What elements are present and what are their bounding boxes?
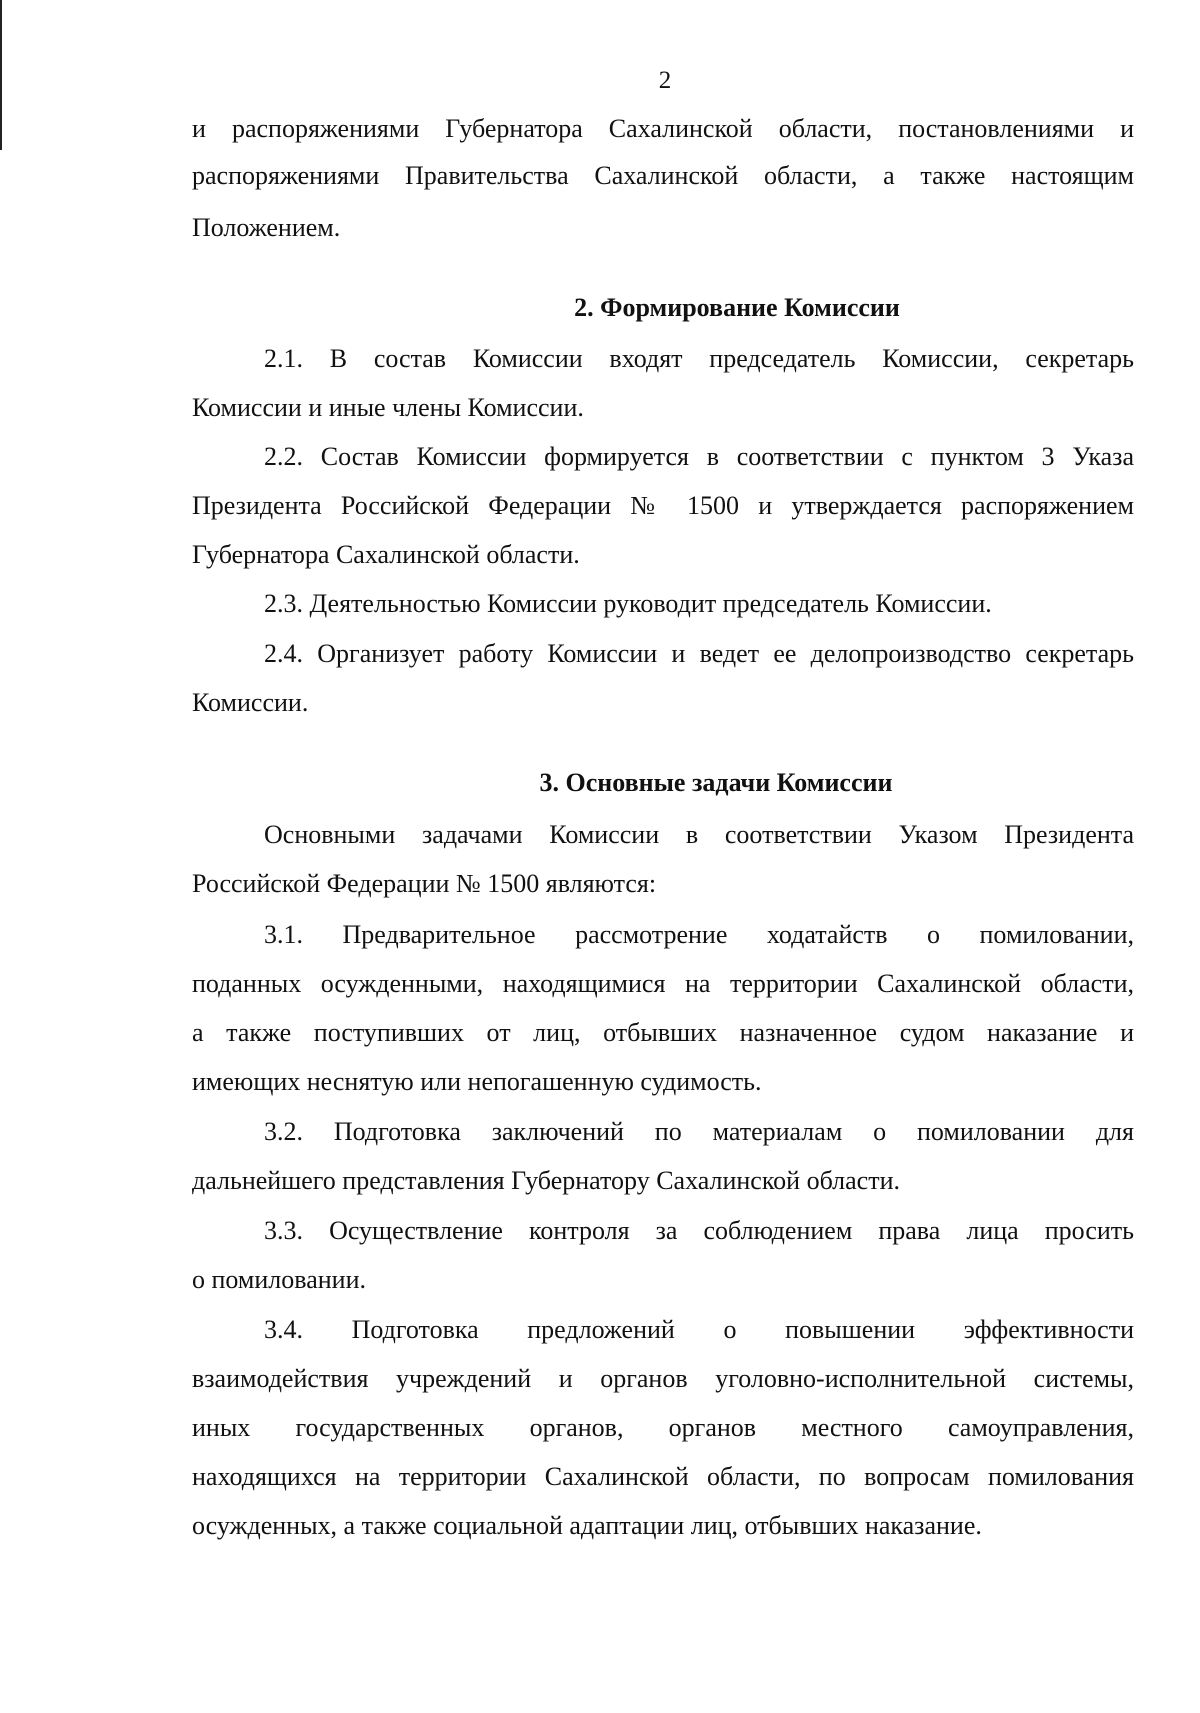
intro-line-1: и распоряжениями Губернатора Сахалинской области, постановлениями и [192,114,1134,143]
p34-line-1: 3.4. Подготовка предложений о повышении эффективности [264,1315,1134,1344]
p32-line-1: 3.2. Подготовка заключений по материалам о помиловании для [264,1117,1134,1146]
p34-line-3: иных государственных органов, органов местного самоуправления, [192,1413,1134,1442]
p31-line-2: поданных осужденными, находящимися на территории Сахалинской области, [192,969,1134,998]
s3-intro-line-2: Российской Федерации № 1500 являются: [192,869,657,898]
section-2-heading: 2. Формирование Комиссии [574,293,900,322]
p33-line-1: 3.3. Осуществление контроля за соблюдением права лица просить [264,1216,1134,1245]
p34-line-5: осужденных, а также социальной адаптации лиц, отбывших наказание. [192,1511,982,1540]
p34-line-2: взаимодействия учреждений и органов уголовно-исполнительной системы, [192,1364,1134,1393]
p34-line-4: находящихся на территории Сахалинской области, по вопросам помилования [192,1462,1134,1491]
p32-line-2: дальнейшего представления Губернатору Сахалинской области. [192,1166,900,1195]
p31-line-1: 3.1. Предварительное рассмотрение ходатайств о помиловании, [264,920,1134,949]
p23-line-1: 2.3. Деятельностью Комиссии руководит председатель Комиссии. [264,589,992,618]
section-3-heading: 3. Основные задачи Комиссии [539,768,893,797]
s3-intro-line-1: Основными задачами Комиссии в соответствии Указом Президента [264,820,1134,849]
p24-line-2: Комиссии. [192,688,309,717]
p21-line-1: 2.1. В состав Комиссии входят председатель Комиссии, секретарь [264,344,1134,373]
p22-line-3: Губернатора Сахалинской области. [192,540,580,569]
p33-line-2: о помиловании. [192,1265,366,1294]
intro-line-3: Положением. [192,213,341,242]
p21-line-2: Комиссии и иные члены Комиссии. [192,393,584,422]
p31-line-3: а также поступивших от лиц, отбывших назначенное судом наказание и [192,1018,1134,1047]
p22-line-2: Президента Российской Федерации № 1500 и утверждается распоряжением [192,491,1134,520]
p24-line-1: 2.4. Организует работу Комиссии и ведет ее делопроизводство секретарь [264,639,1134,668]
page-number: 2 [658,67,672,94]
intro-line-2: распоряжениями Правительства Сахалинской области, а также настоящим [192,161,1134,190]
p22-line-1: 2.2. Состав Комиссии формируется в соответствии с пунктом 3 Указа [264,442,1134,471]
p31-line-4: имеющих неснятую или непогашенную судимость. [192,1067,762,1096]
